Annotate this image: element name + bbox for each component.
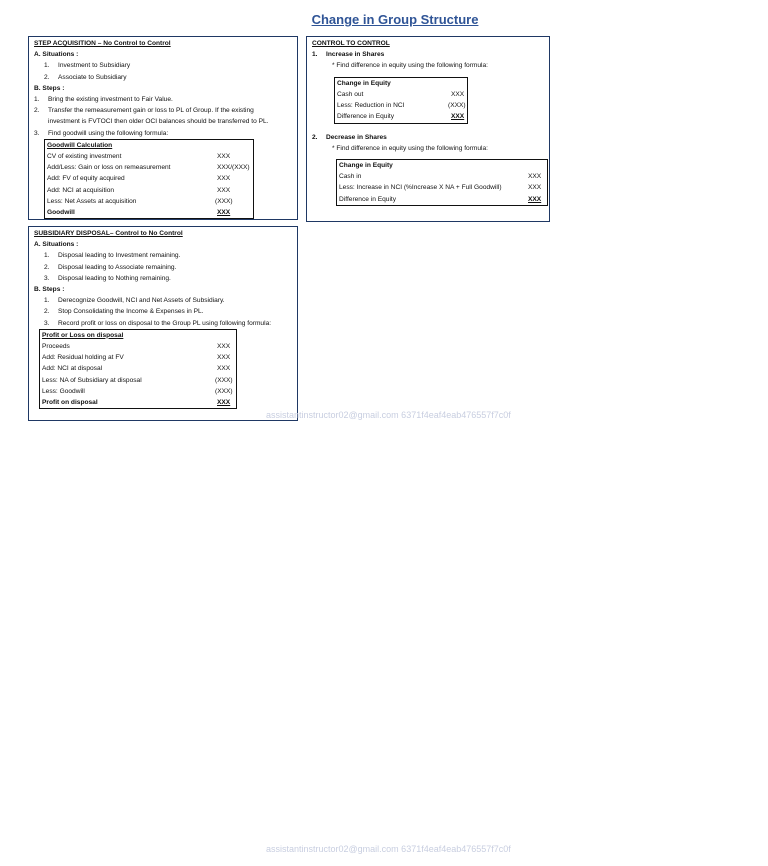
step-item: 1. Derecognize Goodwill, NCI and Net Assets of Subsidiary. <box>44 297 225 305</box>
table-row: Difference in Equity XXX <box>337 113 465 121</box>
step-item: 2. Stop Consolidating the Income & Expenses in PL. <box>44 308 204 316</box>
goodwill-calculation-table <box>44 139 254 219</box>
table-row: Add: FV of equity acquired XXX <box>47 175 231 183</box>
watermark: assistantinstructor02@gmail.com 6371f4eaf4eab476557f7c0f <box>266 844 511 854</box>
situation-item: 1. Investment to Subsidiary <box>44 62 131 70</box>
table-row: Less: Reduction in NCI (XXX) <box>337 101 466 109</box>
table-row: Add: Residual holding at FV XXX <box>42 354 231 362</box>
table-row-total: Goodwill XXX <box>47 208 231 216</box>
situations-label: A. Situations : <box>34 241 79 249</box>
table-row: Less: Increase in NCI (%Increase X NA + Full Goodwill) XXX <box>339 184 542 192</box>
decrease-label: 2. Decrease in Shares <box>312 133 387 141</box>
steps-label: B. Steps : <box>34 84 65 92</box>
table-row: Add/Less: Gain or loss on remeasurement XXX/(XXX) <box>47 164 250 172</box>
profit-or-loss-on-disposal-table <box>39 329 237 409</box>
table-row: CV of existing investment XXX <box>47 153 231 161</box>
table-row: Difference in Equity XXX <box>339 195 542 203</box>
step-item: 1. Bring the existing investment to Fair Value. <box>34 96 173 104</box>
step-item: 3. Find goodwill using the following formula: <box>34 129 169 137</box>
watermark: assistantinstructor02@gmail.com 6371f4eaf4eab476557f7c0f <box>266 410 511 420</box>
control-to-control-heading: CONTROL TO CONTROL <box>312 40 390 47</box>
table-title: Goodwill Calculation <box>47 141 113 149</box>
table-title: Change in Equity <box>337 79 391 87</box>
increase-label: 1. Increase in Shares <box>312 51 385 59</box>
change-in-equity-table-decrease <box>336 159 548 206</box>
step-item-continuation: investment is FVTOCI then older OCI balances should be transferred to PL. <box>48 118 269 126</box>
situation-item: 3. Disposal leading to Nothing remaining. <box>44 274 171 282</box>
situation-item: 2. Disposal leading to Associate remaining. <box>44 263 177 271</box>
subsidiary-disposal-box <box>28 226 298 421</box>
control-to-control-box <box>306 36 550 222</box>
change-in-equity-table-increase <box>334 77 468 124</box>
situations-label: A. Situations : <box>34 51 79 59</box>
situation-item: 1. Disposal leading to Investment remaining. <box>44 252 181 260</box>
situation-item: 2. Associate to Subsidiary <box>44 73 127 81</box>
page-title: Change in Group Structure <box>311 12 479 27</box>
decrease-note: * Find difference in equity using the following formula: <box>332 144 489 152</box>
table-row: Cash in XXX <box>339 173 542 181</box>
table-row-total: Profit on disposal XXX <box>42 398 231 406</box>
increase-note: * Find difference in equity using the following formula: <box>332 62 489 70</box>
table-row: Less: Net Assets at acquisition (XXX) <box>47 197 233 205</box>
step-acquisition-box <box>28 36 298 220</box>
step-item: 2. Transfer the remeasurement gain or loss to PL of Group. If the existing <box>34 107 254 115</box>
table-row: Add: NCI at acquisition XXX <box>47 186 231 194</box>
step-acquisition-heading: STEP ACQUISITION – No Control to Control <box>34 40 171 47</box>
table-title: Change in Equity <box>339 162 393 170</box>
steps-label: B. Steps : <box>34 286 65 294</box>
table-row: Proceeds XXX <box>42 343 231 351</box>
table-row: Cash out XXX <box>337 90 465 98</box>
table-row: Less: Goodwill (XXX) <box>42 387 233 395</box>
table-title: Profit or Loss on disposal <box>42 331 124 339</box>
step-item: 3. Record profit or loss on disposal to the Group PL using following formula: <box>44 319 272 327</box>
table-row: Add: NCI at disposal XXX <box>42 365 231 373</box>
subsidiary-disposal-heading: SUBSIDIARY DISPOSAL– Control to No Control <box>34 230 183 237</box>
table-row: Less: NA of Subsidiary at disposal (XXX) <box>42 376 233 384</box>
